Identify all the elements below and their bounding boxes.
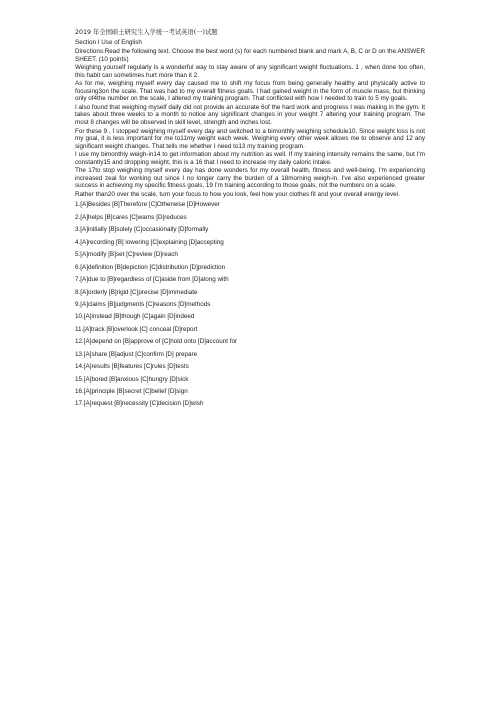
question-option-line: 13.[A]share [B]adjust [C]confirm [D] prepare	[75, 350, 198, 358]
question-option-line: 3.[A]initially [B]solely [C]occasionally [D]formally	[75, 226, 209, 234]
question-option-line: 2.[A]helps [B]cares [C]warns [D]reduces	[75, 213, 187, 221]
question-option-line: 10.[A]instead [B]though [C]again [D]indeed	[75, 313, 195, 321]
exam-page	[75, 29, 425, 413]
section-heading: Section I Use of English	[75, 38, 142, 46]
exam-title: 2019 年全国硕士研究生入学统一考试英语(一)试题	[75, 29, 218, 36]
question-option-line: 14.[A]results [B]features [C]rules [D]tests	[75, 363, 189, 371]
passage-paragraph: Rather than20 over the scale, turn your focus to how you look, feel how your clothes fit and your overall energy level.	[75, 190, 400, 198]
question-option-line: 1.[A]Besides [B]Therefore [C]Otherwise [D]However	[75, 201, 220, 209]
passage-paragraph: I use my bimonthly weigh-in14 to get information about my nutrition as well. If my training intensity remains the same, but I'm constantly15 and dropping weight, this is a 16 that I need to increase my daily caloric intake.	[75, 151, 425, 166]
passage-paragraph: Weighing yourself regularly is a wonderful way to stay aware of any significant weight fluctuations. 1 , when done too often, this habit can sometimes hurt more than it 2.	[75, 64, 425, 79]
question-option-line: 7.[A]due to [B]regardless of [C]aside from [D]along with	[75, 276, 229, 284]
question-option-line: 12.[A]depend on [B]approve of [C]hold onto [D]account for	[75, 338, 238, 346]
question-option-line: 8.[A]orderly [B]rigid [C]precise [D]immediate	[75, 288, 198, 296]
question-option-line: 9.[A]claims [B]judgments [C]reasons [D]methods	[75, 300, 211, 308]
question-option-line: 15.[A]bored [B]anxious [C]hungry [D]sick	[75, 375, 189, 383]
passage-paragraph: I also found that weighing myself daily did not provide an accurate 6of the hard work and progress I was making in the gym. It takes about three weeks to a month to notice any significant changes in your weight 7 altering your training program. The most 8 changes will be observed in skill level, strength and inches lost.	[75, 103, 425, 127]
question-option-line: 11.[A]track [B]overlook [C] conceal [D]report	[75, 325, 198, 333]
question-option-line: 16.[A]principle [B]secret [C]belief [D]sign	[75, 388, 188, 396]
question-option-line: 17.[A]request [B]necessity [C]decision [D]wish	[75, 400, 204, 408]
passage-paragraph: The 17to stop weighing myself every day has done wonders for my overall health, fitness and well-being. I'm experiencing increased zeal for working out since I no longer carry the burden of a 18morning weigh-in. I've also experienced greater success in achieving my specific fitness goals, 19 I'm training according to those goals, not the numbers on a scale.	[75, 167, 425, 190]
directions-text: Directions:Read the following text. Choose the best word (s) for each numbered blank and mark A, B, C or D on the ANSWER SHEET. (10 points)	[75, 48, 425, 63]
question-option-line: 6.[A]definition [B]depiction [C]distribution [D]prediction	[75, 263, 226, 271]
passage-paragraph: For these 9 , I stopped weighing myself every day and switched to a bimonthly weighing schedule10. Since weight loss is not my goal, it is less important for me to11my weight each week. Weighing every other week allows me to observe and 12 any significant weight changes. That tells me whether I need to13 my training program.	[75, 127, 425, 150]
passage-paragraph: As for me, weighing myself every day caused me to shift my focus from being generally healthy and physically active to focusing3on the scale. That was had to my overall fitness goats. I had gained weight in the form of muscle mass, but thinking only of4the number on the scale, I altered my training program. That conflicted with how I needed to train to 5 my goals.	[75, 80, 425, 103]
question-option-line: 4.[A]recording [B] lowering [C]explaining [D]accepting	[75, 238, 224, 246]
question-option-line: 5.[A]modify [B]set [C]review [D]reach	[75, 251, 178, 259]
